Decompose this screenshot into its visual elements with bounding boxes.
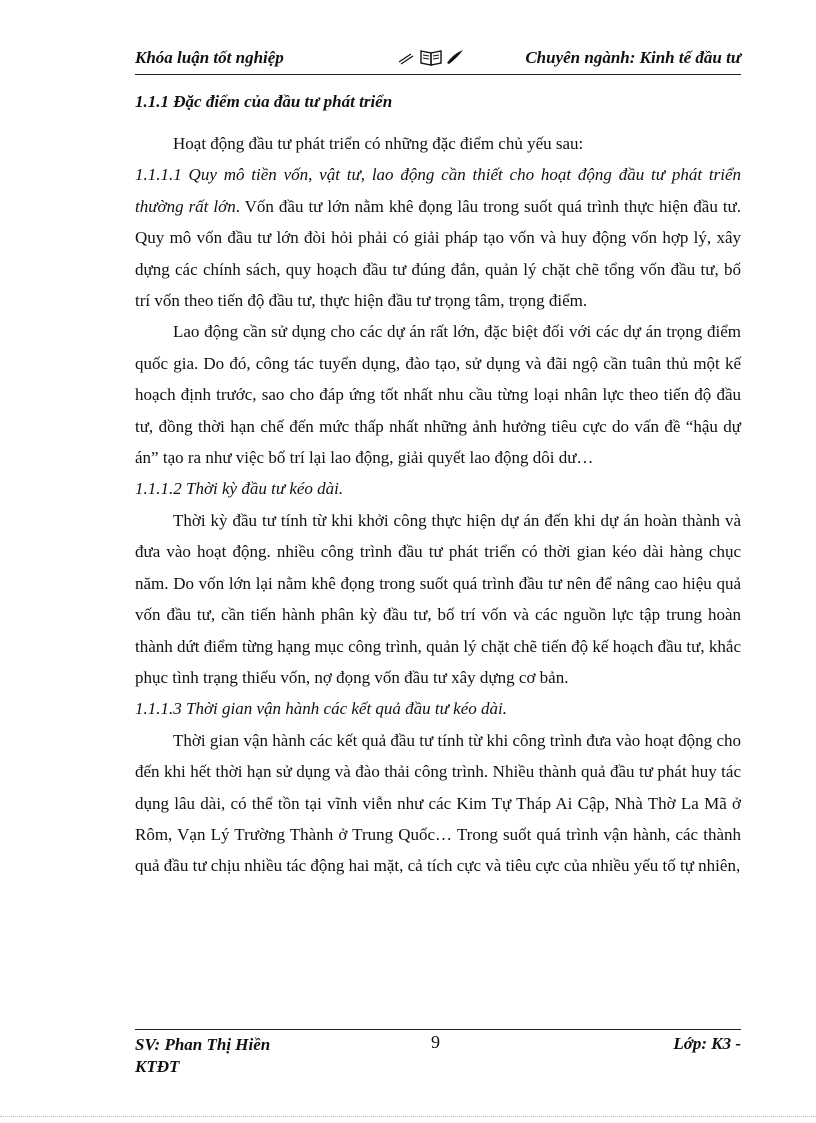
page-edge-divider [0,1116,816,1117]
header-thesis-label: Khóa luận tốt nghiệp [135,48,284,67]
page-header [135,44,741,75]
book-quill-ornament-icon [397,46,469,68]
header-major-label: Chuyên ngành: Kinh tế đầu tư [525,48,741,67]
intro-paragraph: Hoạt động đầu tư phát triển có những đặc điểm chủ yếu sau: [173,134,584,153]
subsection-1-paragraph [135,159,741,316]
footer-student-program: KTĐT [135,1057,180,1076]
page-footer [135,1029,741,1090]
subsection-2-heading: 1.1.1.2 Thời kỳ đầu tư kéo dài. [135,479,344,499]
page-body [135,92,741,882]
subsection-2-paragraph: Thời kỳ đầu tư tính từ khi khởi công thực hiện dự án đến khi dự án hoàn thành và đưa vào hoạt động. nhiều công trình đầu tư phát triển có thời gian kéo dài hàng chục năm. Do vốn lớn lại nằm khê đọng trong suốt quá trình đầu tư nên để nâng cao hiệu quả vốn đầu tư, cần tiến hành phân kỳ đầu tư, bố trí vốn và các nguồn lực tập trung hoàn thành dứt điểm từng hạng mục công trình, quản lý chặt chẽ tiến độ kế hoạch đầu tư, khắc phục tình trạng thiếu vốn, nợ đọng vốn đầu tư xây dựng cơ bản. [135,510,741,687]
subsection-3-heading: 1.1.1.3 Thời gian vận hành các kết quả đầu tư kéo dài. [135,699,507,719]
section-title: 1.1.1 Đặc điểm của đầu tư phát triển [135,92,393,111]
subsection-1-text: . Vốn đầu tư lớn nằm khê đọng lâu trong suốt quá trình thực hiện đầu tư. Quy mô vốn đầu tư lớn đòi hỏi phải có giải pháp tạo vốn và huy động vốn hợp lý, xây dựng các chính sách, quy hoạch đầu tư đúng đắn, quản lý chặt chẽ tổng vốn đầu tư, bố trí vốn theo tiến độ đầu tư, thực hiện đầu tư trọng tâm, trọng điểm. [135,196,742,311]
subsection-1-paragraph-2: Lao động cần sử dụng cho các dự án rất lớn, đặc biệt đối với các dự án trọng điểm quốc gia. Do đó, công tác tuyển dụng, đào tạo, sử dụng và đãi ngộ cần tuân thủ một kế hoạch định trước, sao cho đáp ứng tốt nhất nhu cầu từng loại nhân lực theo tiến độ đầu tư, đồng thời hạn chế đến mức thấp nhất những ảnh hưởng tiêu cực do vấn đề “hậu dự án” tạo ra như việc bố trí lại lao động, giải quyết lao động dôi dư… [135,322,741,468]
subsection-1-heading: 1.1.1.1 Quy mô tiền vốn, vật tư, lao động cần thiết cho hoạt động đầu tư phát triển thường rất lớn [135,165,741,216]
subsection-3-paragraph: Thời gian vận hành các kết quả đầu tư tính từ khi công trình đưa vào hoạt động cho đến khi hết thời hạn sử dụng và đào thải công trình. Nhiều thành quả đầu tư phát huy tác dụng lâu dài, có thể tồn tại vĩnh viễn như các Kim Tự Tháp Ai Cập, Nhà Thờ La Mã ở Rôm, Vạn Lý Trường Thành ở Trung Quốc… Trong suốt quá trình vận hành, các thành quả đầu tư chịu nhiều tác động hai mặt, cả tích cực và tiêu cực của nhiều yếu tố tự nhiên, [135,730,741,876]
page-number: 9 [431,1032,440,1052]
footer-student [135,1034,335,1078]
footer-student-name: SV: Phan Thị Hiền [135,1035,271,1054]
footer-class: Lớp: K3 - [673,1034,741,1053]
